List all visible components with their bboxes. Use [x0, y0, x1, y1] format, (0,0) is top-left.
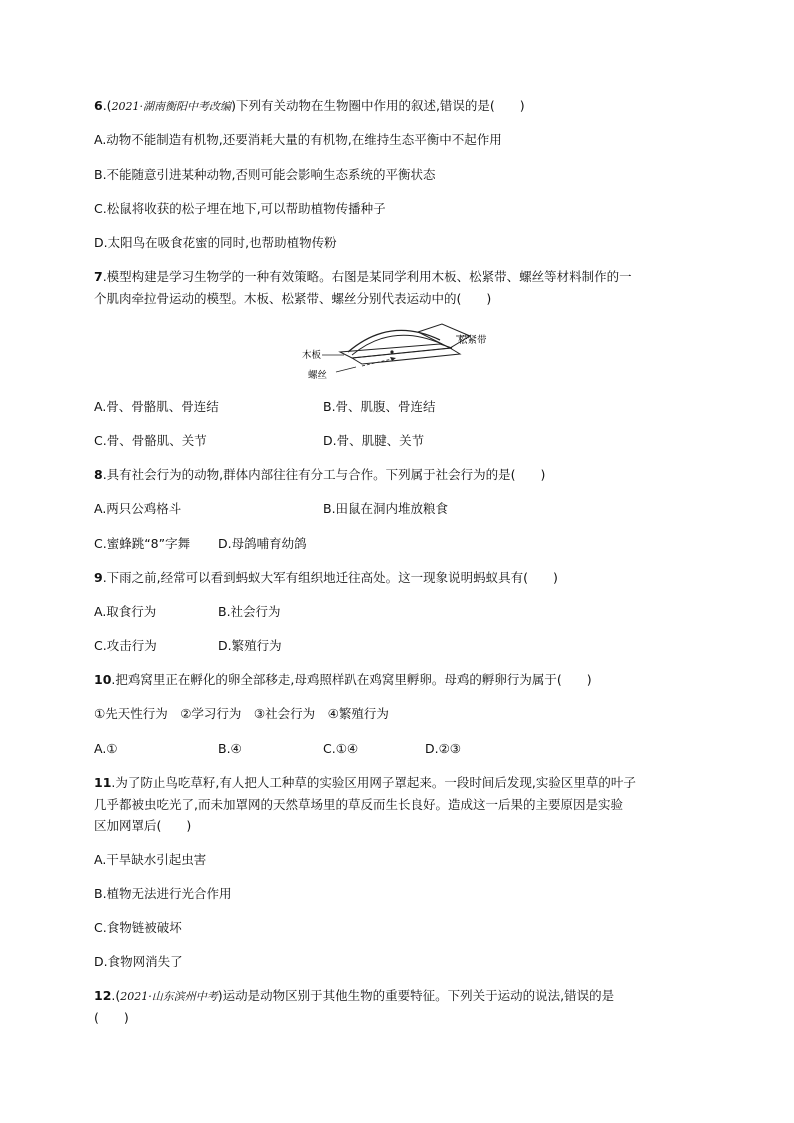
question-10-option-d: D.②③ — [425, 741, 462, 756]
question-7-option-d: D.骨、肌腱、关节 — [323, 433, 425, 448]
source-tag: 2021·山东滨州中考 — [120, 990, 218, 1003]
label-board: 木板 — [302, 350, 322, 361]
question-number: 6 — [94, 98, 103, 113]
question-text: .为了防止鸟吃草籽,有人把人工种草的实验区用网子罩起来。一段时间后发现,实验区里草的叶子 — [111, 775, 636, 790]
question-7-stem-line-1 — [94, 268, 632, 286]
question-9-option-b: B.社会行为 — [218, 604, 281, 619]
question-6-option-c: C.松鼠将收获的松子埋在地下,可以帮助植物传播种子 — [94, 201, 386, 216]
question-text: )下列有关动物在生物圈中作用的叙述,错误的是( ) — [231, 98, 525, 113]
question-10-option-a: A.① — [94, 741, 118, 756]
question-11-option-c: C.食物链被破坏 — [94, 920, 182, 935]
question-text: .具有社会行为的动物,群体内部往往有分工与合作。下列属于社会行为的是( ) — [102, 467, 546, 482]
question-11-stem-line-1 — [94, 774, 636, 792]
model-diagram — [300, 322, 510, 384]
question-8-option-b: B.田鼠在洞内堆放粮食 — [323, 501, 449, 516]
elastic-band — [348, 330, 440, 352]
question-number: 12 — [94, 988, 112, 1003]
question-7-option-a: A.骨、骨骼肌、骨连结 — [94, 399, 219, 414]
question-10-option-c: C.①④ — [323, 741, 359, 756]
question-6-stem — [94, 97, 525, 116]
question-10-items: ①先天性行为 ②学习行为 ③社会行为 ④繁殖行为 — [94, 706, 389, 721]
question-number: 11 — [94, 775, 112, 790]
question-11-option-d: D.食物网消失了 — [94, 954, 183, 969]
question-12-stem — [94, 987, 614, 1006]
question-9-option-a: A.取食行为 — [94, 604, 157, 619]
question-number: 7 — [94, 269, 103, 284]
question-8-option-c: C.蜜蜂跳“8”字舞 — [94, 536, 191, 551]
question-6-option-b: B.不能随意引进某种动物,否则可能会影响生态系统的平衡状态 — [94, 167, 436, 182]
question-number: 9 — [94, 570, 103, 585]
question-7-option-b: B.骨、肌腹、骨连结 — [323, 399, 436, 414]
source-open: .( — [102, 98, 112, 113]
question-text: .把鸡窝里正在孵化的卵全部移走,母鸡照样趴在鸡窝里孵卵。母鸡的孵卵行为属于( ) — [111, 672, 592, 687]
question-number: 8 — [94, 467, 103, 482]
question-number: 10 — [94, 672, 112, 687]
question-11-option-b: B.植物无法进行光合作用 — [94, 886, 232, 901]
question-9-option-d: D.繁殖行为 — [218, 638, 282, 653]
muscle-bone-model-figure — [300, 322, 510, 384]
question-text: .模型构建是学习生物学的一种有效策略。右图是某同学利用木板、松紧带、螺丝等材料制作的一 — [102, 269, 632, 284]
screw-dot — [390, 350, 393, 353]
question-text: )运动是动物区别于其他生物的重要特征。下列关于运动的说法,错误的是 — [217, 988, 615, 1003]
question-9-stem — [94, 569, 558, 587]
question-11-stem-line-3: 区加网罩后( ) — [94, 818, 192, 833]
question-8-option-a: A.两只公鸡格斗 — [94, 501, 182, 516]
label-band: 松紧带 — [458, 335, 487, 346]
question-11-option-a: A.干旱缺水引起虫害 — [94, 852, 207, 867]
question-7-stem-line-2: 个肌肉牵拉骨运动的模型。木板、松紧带、螺丝分别代表运动中的( ) — [94, 291, 492, 306]
question-text: .下雨之前,经常可以看到蚂蚁大军有组织地迁往高处。这一现象说明蚂蚁具有( ) — [102, 570, 558, 585]
question-10-option-b: B.④ — [218, 741, 242, 756]
source-tag: 2021·湖南衡阳中考改编 — [111, 100, 232, 113]
board-shape-lower — [352, 348, 460, 364]
question-8-stem — [94, 466, 545, 484]
question-9-option-c: C.攻击行为 — [94, 638, 157, 653]
question-8-option-d: D.母鸽哺育幼鸽 — [218, 536, 307, 551]
question-11-stem-line-2: 几乎都被虫吃光了,而未加罩网的天然草场里的草反而生长良好。造成这一后果的主要原因是实验 — [94, 797, 623, 812]
question-7-option-c: C.骨、骨骼肌、关节 — [94, 433, 207, 448]
question-6-option-a: A.动物不能制造有机物,还要消耗大量的有机物,在维持生态平衡中不起作用 — [94, 132, 502, 147]
question-6-option-d: D.太阳鸟在吸食花蜜的同时,也帮助植物传粉 — [94, 235, 337, 250]
label-screw: 螺丝 — [308, 370, 328, 381]
source-open: .( — [111, 988, 121, 1003]
question-10-stem — [94, 671, 592, 689]
question-12-answer-paren: ( ) — [94, 1010, 129, 1025]
